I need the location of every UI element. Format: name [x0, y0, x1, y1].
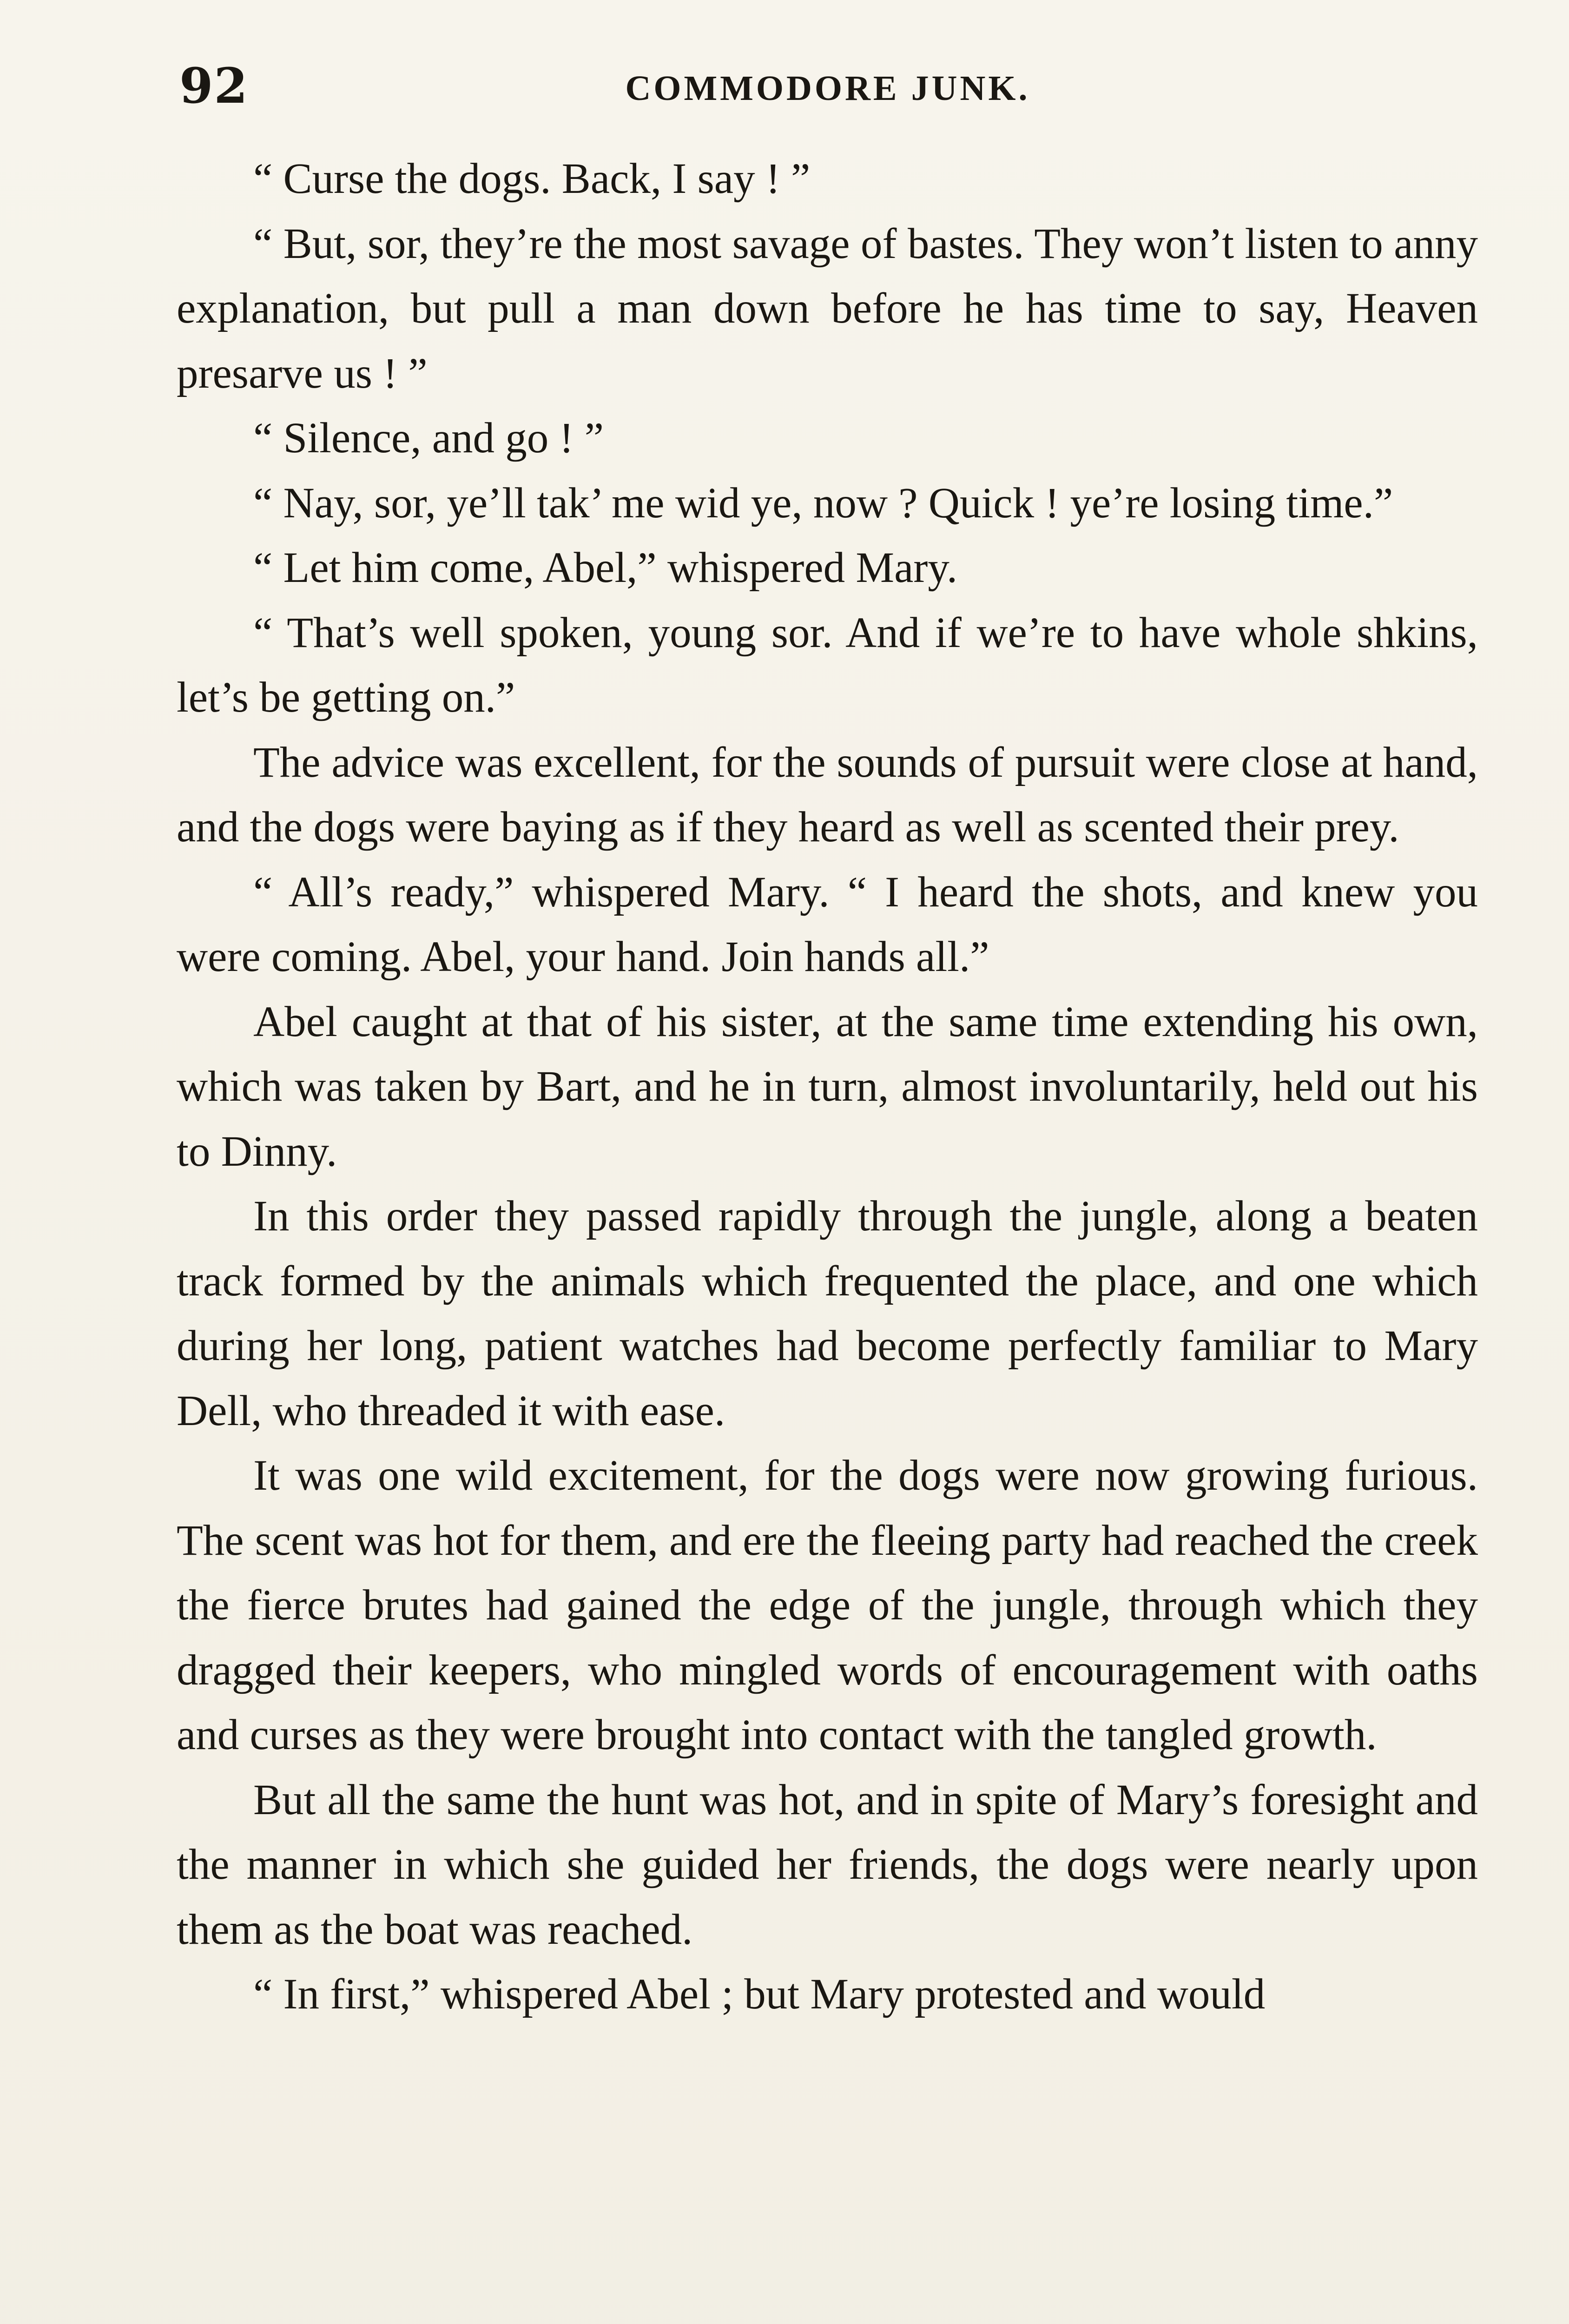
- paragraph: “ Curse the dogs. Back, I say ! ”: [253, 155, 811, 203]
- page-header: [179, 56, 1476, 116]
- paragraph: “ But, sor, they’re the most savage of bastes. They won’t listen to anny explanation, but pull a man down before he has time to say, Heaven presarve us ! ”: [177, 219, 1478, 397]
- paragraph: “ All’s ready,” whispered Mary. “ I heard the shots, and knew you were coming. Abel, your hand. Join hands all.”: [177, 868, 1478, 981]
- page-number: 92: [179, 57, 249, 114]
- body-text: [177, 146, 1478, 2027]
- paragraph: The advice was excellent, for the sounds of pursuit were close at hand, and the dogs were baying as if they heard as well as scented their prey.: [177, 738, 1478, 851]
- running-title: COMMODORE JUNK.: [625, 69, 1030, 108]
- paragraph: “ Nay, sor, ye’ll tak’ me wid ye, now ? Quick ! ye’re losing time.”: [253, 479, 1393, 527]
- paragraph: Abel caught at that of his sister, at the same time extending his own, which was taken by Bart, and he in turn, almost involuntarily, held out his to Dinny.: [177, 997, 1478, 1175]
- paragraph: “ Let him come, Abel,” whispered Mary.: [253, 544, 958, 592]
- paragraph: “ That’s well spoken, young sor. And if we’re to have whole shkins, let’s be getting on.”: [177, 608, 1478, 721]
- paragraph: “ Silence, and go ! ”: [253, 414, 604, 462]
- paragraph: It was one wild excitement, for the dogs were now growing furious. The scent was hot for them, and ere the fleeing party had reached the creek the fierce brutes had gained the edge of the jungle, through which they dragged their keepers, who mingled words of encouragement with oaths and curses as they were brought into contact with the tangled growth.: [177, 1452, 1478, 1759]
- paragraph: “ In first,” whispered Abel ; but Mary protested and would: [253, 1970, 1266, 2018]
- paragraph: But all the same the hunt was hot, and in spite of Mary’s foresight and the manner in which she guided her friends, the dogs were nearly upon them as the boat was reached.: [177, 1776, 1478, 1954]
- paragraph: In this order they passed rapidly through the jungle, along a beaten track formed by the animals which frequented the place, and one which during her long, patient watches had become perfectly familiar to Mary Dell, who threaded it with ease.: [177, 1192, 1478, 1435]
